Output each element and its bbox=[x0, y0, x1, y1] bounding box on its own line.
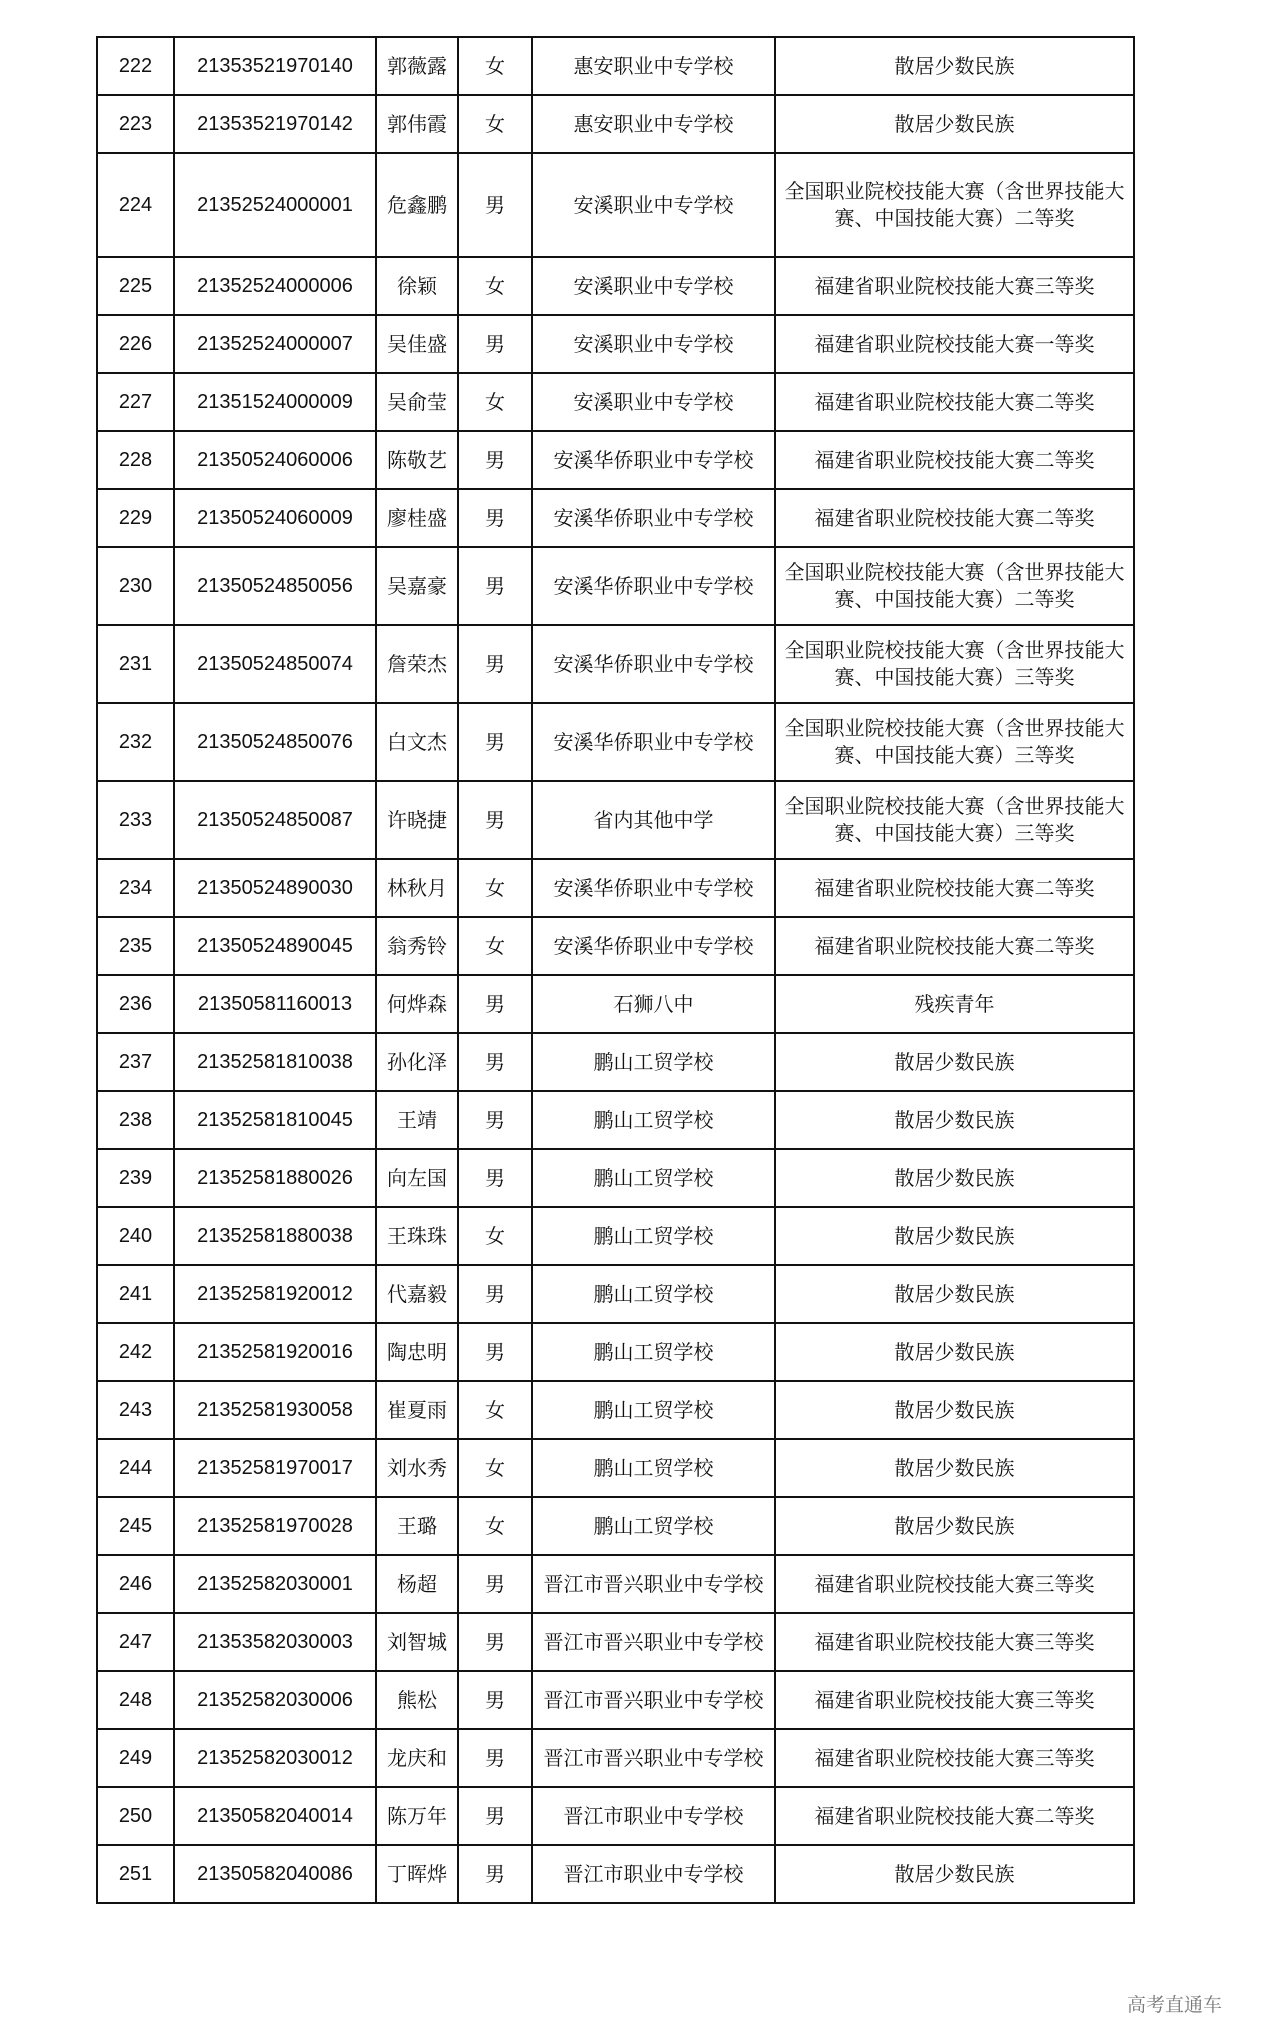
cell-exam-id: 21352582030012 bbox=[174, 1729, 376, 1787]
cell-name: 郭伟霞 bbox=[376, 95, 458, 153]
cell-school: 晋江市晋兴职业中专学校 bbox=[532, 1729, 775, 1787]
cell-gender: 男 bbox=[458, 1671, 532, 1729]
cell-name: 刘水秀 bbox=[376, 1439, 458, 1497]
cell-gender: 女 bbox=[458, 1381, 532, 1439]
cell-name: 詹荣杰 bbox=[376, 625, 458, 703]
cell-exam-id: 21352581920012 bbox=[174, 1265, 376, 1323]
cell-index: 249 bbox=[97, 1729, 174, 1787]
cell-school: 安溪华侨职业中专学校 bbox=[532, 547, 775, 625]
cell-school: 鹏山工贸学校 bbox=[532, 1091, 775, 1149]
cell-category: 福建省职业院校技能大赛二等奖 bbox=[775, 859, 1134, 917]
cell-school: 鹏山工贸学校 bbox=[532, 1149, 775, 1207]
cell-category: 福建省职业院校技能大赛二等奖 bbox=[775, 1787, 1134, 1845]
cell-category: 全国职业院校技能大赛（含世界技能大赛、中国技能大赛）三等奖 bbox=[775, 781, 1134, 859]
table-row bbox=[97, 1207, 1134, 1265]
cell-category: 散居少数民族 bbox=[775, 1207, 1134, 1265]
table-row bbox=[97, 37, 1134, 95]
cell-school: 晋江市晋兴职业中专学校 bbox=[532, 1671, 775, 1729]
cell-gender: 女 bbox=[458, 1497, 532, 1555]
table-row bbox=[97, 257, 1134, 315]
cell-index: 250 bbox=[97, 1787, 174, 1845]
cell-gender: 男 bbox=[458, 975, 532, 1033]
cell-exam-id: 21353521970142 bbox=[174, 95, 376, 153]
cell-category: 福建省职业院校技能大赛三等奖 bbox=[775, 1613, 1134, 1671]
cell-gender: 男 bbox=[458, 1729, 532, 1787]
cell-category: 散居少数民族 bbox=[775, 1497, 1134, 1555]
cell-gender: 男 bbox=[458, 1033, 532, 1091]
student-list-table bbox=[96, 36, 1135, 1904]
cell-category: 福建省职业院校技能大赛一等奖 bbox=[775, 315, 1134, 373]
cell-index: 242 bbox=[97, 1323, 174, 1381]
cell-exam-id: 21350524060009 bbox=[174, 489, 376, 547]
cell-index: 244 bbox=[97, 1439, 174, 1497]
cell-category: 福建省职业院校技能大赛三等奖 bbox=[775, 1555, 1134, 1613]
cell-exam-id: 21352581880038 bbox=[174, 1207, 376, 1265]
cell-name: 王璐 bbox=[376, 1497, 458, 1555]
cell-gender: 女 bbox=[458, 37, 532, 95]
table-row bbox=[97, 781, 1134, 859]
cell-name: 向左国 bbox=[376, 1149, 458, 1207]
cell-name: 杨超 bbox=[376, 1555, 458, 1613]
cell-school: 省内其他中学 bbox=[532, 781, 775, 859]
cell-exam-id: 21350524060006 bbox=[174, 431, 376, 489]
cell-school: 鹏山工贸学校 bbox=[532, 1497, 775, 1555]
cell-school: 安溪职业中专学校 bbox=[532, 373, 775, 431]
cell-gender: 男 bbox=[458, 781, 532, 859]
cell-index: 248 bbox=[97, 1671, 174, 1729]
cell-index: 235 bbox=[97, 917, 174, 975]
cell-index: 243 bbox=[97, 1381, 174, 1439]
cell-name: 崔夏雨 bbox=[376, 1381, 458, 1439]
table-row bbox=[97, 1033, 1134, 1091]
table-row bbox=[97, 917, 1134, 975]
cell-index: 222 bbox=[97, 37, 174, 95]
cell-school: 鹏山工贸学校 bbox=[532, 1033, 775, 1091]
cell-school: 安溪华侨职业中专学校 bbox=[532, 489, 775, 547]
cell-name: 陶忠明 bbox=[376, 1323, 458, 1381]
table-row bbox=[97, 489, 1134, 547]
cell-exam-id: 21350581160013 bbox=[174, 975, 376, 1033]
cell-school: 晋江市职业中专学校 bbox=[532, 1787, 775, 1845]
watermark: 高考直通车 bbox=[1127, 1994, 1223, 2016]
cell-gender: 男 bbox=[458, 1265, 532, 1323]
table-row bbox=[97, 1497, 1134, 1555]
cell-category: 福建省职业院校技能大赛二等奖 bbox=[775, 489, 1134, 547]
cell-exam-id: 21352581880026 bbox=[174, 1149, 376, 1207]
cell-name: 许晓捷 bbox=[376, 781, 458, 859]
cell-exam-id: 21353521970140 bbox=[174, 37, 376, 95]
cell-category: 福建省职业院校技能大赛二等奖 bbox=[775, 431, 1134, 489]
cell-category: 散居少数民族 bbox=[775, 1091, 1134, 1149]
cell-index: 226 bbox=[97, 315, 174, 373]
cell-gender: 女 bbox=[458, 1207, 532, 1265]
cell-category: 福建省职业院校技能大赛二等奖 bbox=[775, 373, 1134, 431]
cell-name: 王珠珠 bbox=[376, 1207, 458, 1265]
cell-gender: 男 bbox=[458, 547, 532, 625]
table-row bbox=[97, 431, 1134, 489]
table-row bbox=[97, 1381, 1134, 1439]
cell-school: 安溪职业中专学校 bbox=[532, 315, 775, 373]
cell-index: 230 bbox=[97, 547, 174, 625]
cell-gender: 男 bbox=[458, 1787, 532, 1845]
cell-name: 刘智城 bbox=[376, 1613, 458, 1671]
cell-school: 鹏山工贸学校 bbox=[532, 1381, 775, 1439]
cell-gender: 男 bbox=[458, 489, 532, 547]
cell-exam-id: 21352581930058 bbox=[174, 1381, 376, 1439]
table-row bbox=[97, 625, 1134, 703]
table-row bbox=[97, 1555, 1134, 1613]
cell-exam-id: 21352581810045 bbox=[174, 1091, 376, 1149]
cell-school: 惠安职业中专学校 bbox=[532, 37, 775, 95]
cell-exam-id: 21352582030006 bbox=[174, 1671, 376, 1729]
cell-school: 安溪华侨职业中专学校 bbox=[532, 917, 775, 975]
cell-school: 惠安职业中专学校 bbox=[532, 95, 775, 153]
cell-school: 石狮八中 bbox=[532, 975, 775, 1033]
cell-name: 孙化泽 bbox=[376, 1033, 458, 1091]
table-row bbox=[97, 1613, 1134, 1671]
cell-index: 239 bbox=[97, 1149, 174, 1207]
cell-gender: 男 bbox=[458, 431, 532, 489]
cell-school: 安溪华侨职业中专学校 bbox=[532, 431, 775, 489]
cell-index: 232 bbox=[97, 703, 174, 781]
cell-gender: 男 bbox=[458, 1323, 532, 1381]
table-row bbox=[97, 1787, 1134, 1845]
table-row bbox=[97, 1091, 1134, 1149]
cell-index: 241 bbox=[97, 1265, 174, 1323]
cell-index: 231 bbox=[97, 625, 174, 703]
cell-school: 安溪华侨职业中专学校 bbox=[532, 703, 775, 781]
cell-exam-id: 21352524000006 bbox=[174, 257, 376, 315]
table-row bbox=[97, 547, 1134, 625]
table-row bbox=[97, 1845, 1134, 1903]
cell-exam-id: 21352581920016 bbox=[174, 1323, 376, 1381]
cell-index: 233 bbox=[97, 781, 174, 859]
cell-category: 散居少数民族 bbox=[775, 1323, 1134, 1381]
cell-exam-id: 21350524890045 bbox=[174, 917, 376, 975]
cell-index: 246 bbox=[97, 1555, 174, 1613]
cell-category: 散居少数民族 bbox=[775, 1265, 1134, 1323]
table-row bbox=[97, 703, 1134, 781]
cell-name: 翁秀铃 bbox=[376, 917, 458, 975]
cell-category: 全国职业院校技能大赛（含世界技能大赛、中国技能大赛）三等奖 bbox=[775, 703, 1134, 781]
cell-school: 安溪职业中专学校 bbox=[532, 153, 775, 257]
cell-category: 散居少数民族 bbox=[775, 1381, 1134, 1439]
table-row bbox=[97, 1149, 1134, 1207]
cell-name: 代嘉毅 bbox=[376, 1265, 458, 1323]
cell-index: 247 bbox=[97, 1613, 174, 1671]
cell-name: 龙庆和 bbox=[376, 1729, 458, 1787]
cell-category: 散居少数民族 bbox=[775, 1845, 1134, 1903]
cell-index: 237 bbox=[97, 1033, 174, 1091]
table-body bbox=[97, 37, 1134, 1903]
cell-name: 王靖 bbox=[376, 1091, 458, 1149]
cell-index: 240 bbox=[97, 1207, 174, 1265]
cell-exam-id: 21352524000007 bbox=[174, 315, 376, 373]
cell-exam-id: 21353582030003 bbox=[174, 1613, 376, 1671]
cell-category: 散居少数民族 bbox=[775, 1149, 1134, 1207]
cell-gender: 女 bbox=[458, 1439, 532, 1497]
cell-name: 廖桂盛 bbox=[376, 489, 458, 547]
table-row bbox=[97, 95, 1134, 153]
cell-gender: 男 bbox=[458, 153, 532, 257]
cell-gender: 男 bbox=[458, 703, 532, 781]
cell-school: 鹏山工贸学校 bbox=[532, 1207, 775, 1265]
cell-exam-id: 21350524850074 bbox=[174, 625, 376, 703]
table-row bbox=[97, 1265, 1134, 1323]
table-row bbox=[97, 975, 1134, 1033]
cell-exam-id: 21350524890030 bbox=[174, 859, 376, 917]
cell-name: 郭薇露 bbox=[376, 37, 458, 95]
table-row bbox=[97, 373, 1134, 431]
cell-name: 白文杰 bbox=[376, 703, 458, 781]
cell-school: 安溪华侨职业中专学校 bbox=[532, 625, 775, 703]
cell-exam-id: 21350524850056 bbox=[174, 547, 376, 625]
cell-index: 223 bbox=[97, 95, 174, 153]
cell-gender: 男 bbox=[458, 1091, 532, 1149]
cell-school: 安溪华侨职业中专学校 bbox=[532, 859, 775, 917]
cell-index: 225 bbox=[97, 257, 174, 315]
cell-exam-id: 21350524850076 bbox=[174, 703, 376, 781]
cell-category: 全国职业院校技能大赛（含世界技能大赛、中国技能大赛）三等奖 bbox=[775, 625, 1134, 703]
cell-index: 245 bbox=[97, 1497, 174, 1555]
cell-gender: 女 bbox=[458, 95, 532, 153]
cell-school: 鹏山工贸学校 bbox=[532, 1439, 775, 1497]
cell-exam-id: 21352524000001 bbox=[174, 153, 376, 257]
cell-gender: 男 bbox=[458, 1555, 532, 1613]
table-row bbox=[97, 1729, 1134, 1787]
cell-index: 251 bbox=[97, 1845, 174, 1903]
cell-category: 福建省职业院校技能大赛二等奖 bbox=[775, 917, 1134, 975]
cell-exam-id: 21350582040086 bbox=[174, 1845, 376, 1903]
cell-category: 散居少数民族 bbox=[775, 95, 1134, 153]
cell-index: 227 bbox=[97, 373, 174, 431]
cell-index: 238 bbox=[97, 1091, 174, 1149]
cell-category: 残疾青年 bbox=[775, 975, 1134, 1033]
cell-name: 陈敬艺 bbox=[376, 431, 458, 489]
cell-exam-id: 21352581810038 bbox=[174, 1033, 376, 1091]
cell-exam-id: 21352581970017 bbox=[174, 1439, 376, 1497]
cell-exam-id: 21350524850087 bbox=[174, 781, 376, 859]
cell-exam-id: 21352582030001 bbox=[174, 1555, 376, 1613]
cell-index: 224 bbox=[97, 153, 174, 257]
table-row bbox=[97, 153, 1134, 257]
cell-school: 晋江市职业中专学校 bbox=[532, 1845, 775, 1903]
table-row bbox=[97, 1323, 1134, 1381]
cell-school: 晋江市晋兴职业中专学校 bbox=[532, 1613, 775, 1671]
cell-gender: 男 bbox=[458, 315, 532, 373]
cell-category: 散居少数民族 bbox=[775, 1033, 1134, 1091]
cell-gender: 女 bbox=[458, 373, 532, 431]
cell-school: 安溪职业中专学校 bbox=[532, 257, 775, 315]
cell-category: 散居少数民族 bbox=[775, 37, 1134, 95]
cell-exam-id: 21352581970028 bbox=[174, 1497, 376, 1555]
cell-gender: 女 bbox=[458, 859, 532, 917]
cell-gender: 男 bbox=[458, 1613, 532, 1671]
table-row bbox=[97, 1671, 1134, 1729]
cell-school: 晋江市晋兴职业中专学校 bbox=[532, 1555, 775, 1613]
cell-name: 徐颖 bbox=[376, 257, 458, 315]
cell-exam-id: 21351524000009 bbox=[174, 373, 376, 431]
cell-gender: 男 bbox=[458, 1149, 532, 1207]
table-row bbox=[97, 1439, 1134, 1497]
cell-gender: 男 bbox=[458, 625, 532, 703]
cell-gender: 男 bbox=[458, 1845, 532, 1903]
cell-gender: 女 bbox=[458, 917, 532, 975]
cell-category: 散居少数民族 bbox=[775, 1439, 1134, 1497]
cell-school: 鹏山工贸学校 bbox=[532, 1323, 775, 1381]
cell-category: 全国职业院校技能大赛（含世界技能大赛、中国技能大赛）二等奖 bbox=[775, 153, 1134, 257]
cell-index: 234 bbox=[97, 859, 174, 917]
cell-name: 丁晖烨 bbox=[376, 1845, 458, 1903]
cell-category: 福建省职业院校技能大赛三等奖 bbox=[775, 1729, 1134, 1787]
cell-name: 吴嘉豪 bbox=[376, 547, 458, 625]
cell-exam-id: 21350582040014 bbox=[174, 1787, 376, 1845]
cell-index: 229 bbox=[97, 489, 174, 547]
cell-name: 林秋月 bbox=[376, 859, 458, 917]
cell-name: 危鑫鹏 bbox=[376, 153, 458, 257]
cell-index: 228 bbox=[97, 431, 174, 489]
cell-name: 吴俞莹 bbox=[376, 373, 458, 431]
cell-gender: 女 bbox=[458, 257, 532, 315]
cell-category: 全国职业院校技能大赛（含世界技能大赛、中国技能大赛）二等奖 bbox=[775, 547, 1134, 625]
table-row bbox=[97, 859, 1134, 917]
cell-name: 吴佳盛 bbox=[376, 315, 458, 373]
cell-name: 熊松 bbox=[376, 1671, 458, 1729]
cell-category: 福建省职业院校技能大赛三等奖 bbox=[775, 257, 1134, 315]
cell-school: 鹏山工贸学校 bbox=[532, 1265, 775, 1323]
cell-name: 何烨森 bbox=[376, 975, 458, 1033]
cell-name: 陈万年 bbox=[376, 1787, 458, 1845]
cell-index: 236 bbox=[97, 975, 174, 1033]
table-row bbox=[97, 315, 1134, 373]
cell-category: 福建省职业院校技能大赛三等奖 bbox=[775, 1671, 1134, 1729]
